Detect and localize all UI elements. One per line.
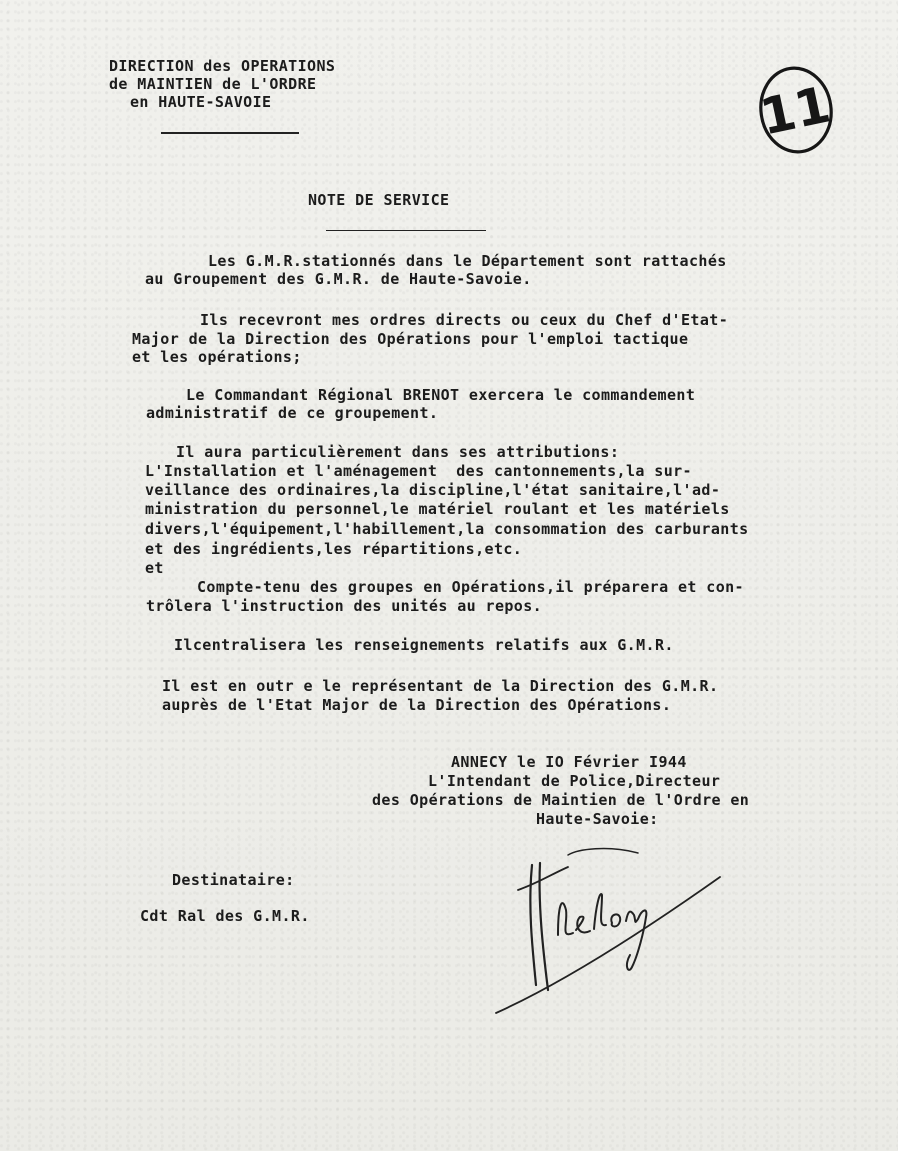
paragraph-4-line-3: veillance des ordinaires,la discipline,l'état sanitaire,l'ad-	[145, 481, 721, 499]
paragraph-4-line-2: L'Installation et l'aménagement des cantonnements,la sur-	[145, 462, 692, 480]
header-line-2: de MAINTIEN de L'ORDRE	[109, 75, 317, 93]
handwritten-signature	[488, 835, 728, 1020]
paragraph-3-line-2: administratif de ce groupement.	[146, 404, 439, 422]
paragraph-1-line-1: Les G.M.R.stationnés dans le Département sont rattachés	[208, 252, 727, 270]
paragraph-6-line-1: Ilcentralisera les renseignements relatifs aux G.M.R.	[174, 636, 674, 654]
closing-title-line-1: L'Intendant de Police,Directeur	[428, 772, 721, 790]
recipient-label: Destinataire:	[172, 871, 295, 889]
recipient-value: Cdt Ral des G.M.R.	[140, 907, 310, 925]
closing-title-line-3: Haute-Savoie:	[536, 810, 659, 828]
closing-title-line-2: des Opérations de Maintien de l'Ordre en	[372, 791, 750, 809]
stamp-number: 11	[755, 75, 836, 147]
paragraph-5-line-2: trôlera l'instruction des unités au repos.	[146, 597, 543, 615]
paragraph-4-line-1: Il aura particulièrement dans ses attributions:	[176, 443, 620, 461]
paragraph-7-line-1: Il est en outr e le représentant de la Direction des G.M.R.	[162, 677, 719, 695]
paragraph-2-line-3: et les opérations;	[132, 348, 302, 366]
paragraph-3-line-1: Le Commandant Régional BRENOT exercera le commandement	[186, 386, 696, 404]
paragraph-4-line-5: divers,l'équipement,l'habillement,la consommation des carburants	[145, 520, 749, 538]
paragraph-7-line-2: auprès de l'Etat Major de la Direction des Opérations.	[162, 696, 672, 714]
paragraph-5-line-1: Compte-tenu des groupes en Opérations,il préparera et con-	[197, 578, 744, 596]
paragraph-2-line-1: Ils recevront mes ordres directs ou ceux du Chef d'Etat-	[200, 311, 729, 329]
paragraph-1-line-2: au Groupement des G.M.R. de Haute-Savoie.	[145, 270, 532, 288]
paragraph-4-line-4: ministration du personnel,le matériel roulant et les matériels	[145, 500, 730, 518]
title-rule	[326, 230, 486, 231]
page-number-stamp	[752, 60, 844, 160]
header-line-3: en HAUTE-SAVOIE	[130, 93, 272, 111]
header-rule	[161, 132, 299, 134]
paragraph-2-line-2: Major de la Direction des Opérations pour l'emploi tactique	[132, 330, 689, 348]
closing-place-date: ANNECY le IO Février I944	[451, 753, 687, 771]
paragraph-4-line-7: et	[145, 559, 164, 577]
header-line-1: DIRECTION des OPERATIONS	[109, 57, 336, 75]
paragraph-4-line-6: et des ingrédients,les répartitions,etc.	[145, 540, 523, 558]
document-title: NOTE DE SERVICE	[308, 191, 450, 209]
